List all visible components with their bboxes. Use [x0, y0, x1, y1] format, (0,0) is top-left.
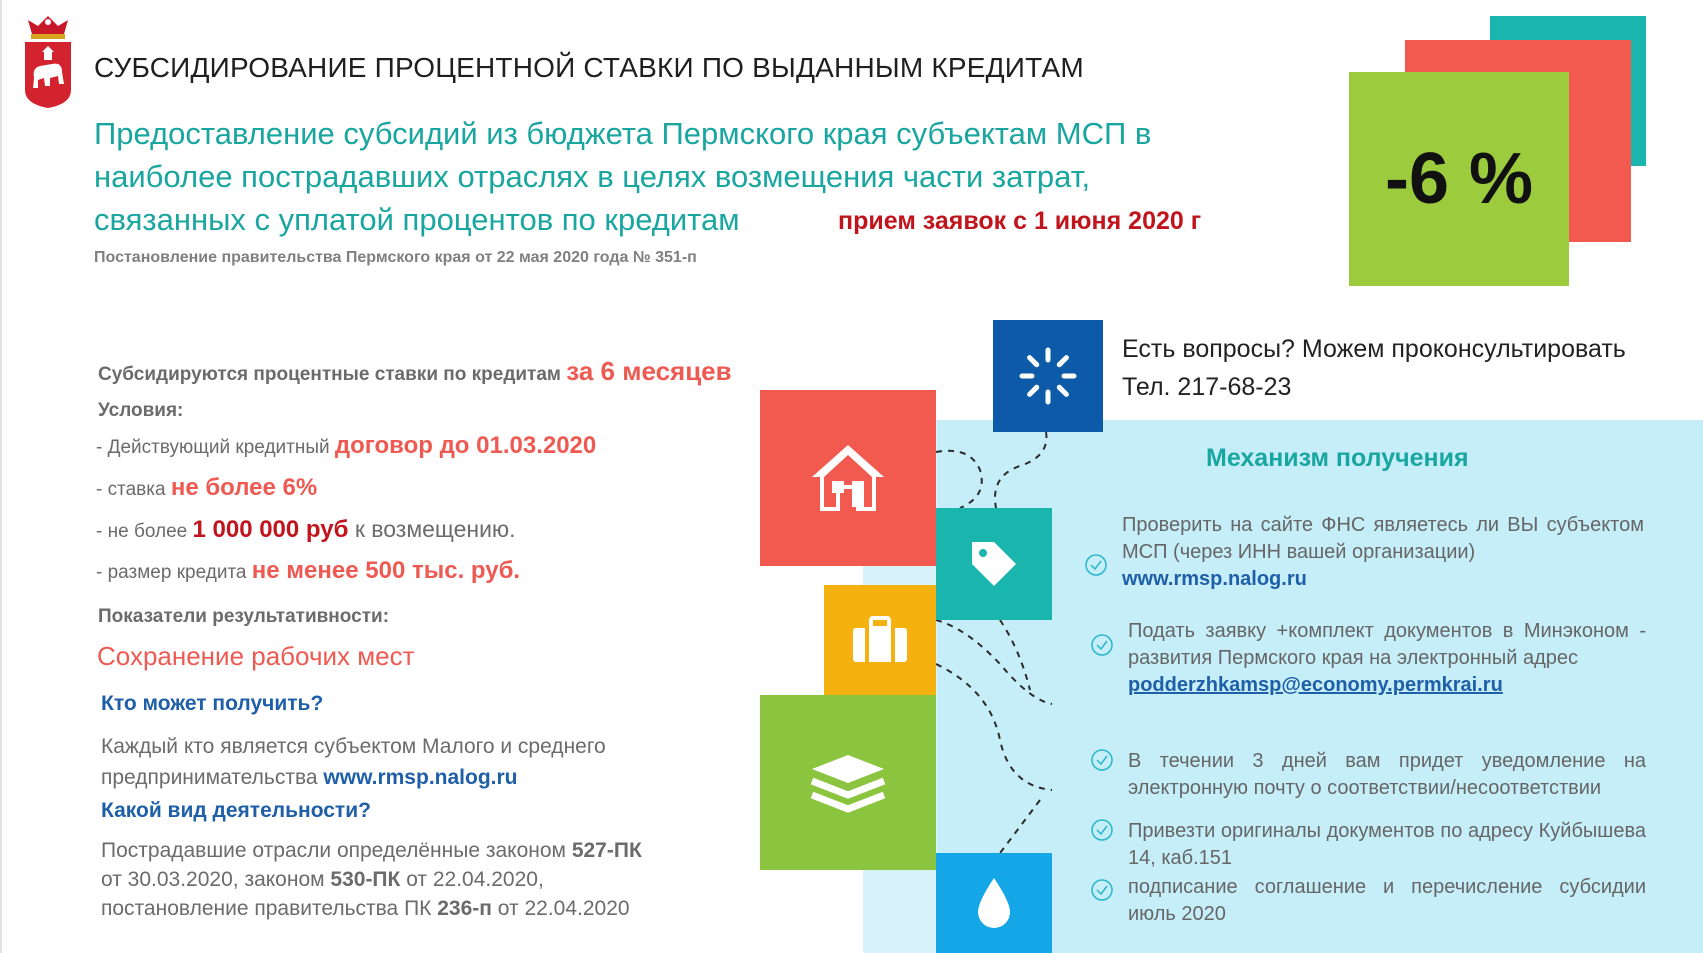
law-number: 236-п	[437, 897, 492, 920]
home-icon	[808, 441, 888, 515]
consultation-info	[1122, 330, 1626, 406]
activity-heading: Какой вид деятельности?	[101, 799, 371, 822]
loading-tile	[993, 320, 1103, 432]
mechanism-step: Привезти оригиналы документов по адресу Куйбышева 14, каб.151	[1128, 820, 1646, 869]
consultation-phone[interactable]: Тел. 217-68-23	[1122, 373, 1292, 401]
home-tile	[760, 390, 936, 566]
condition-value: не менее 500 тыс. руб.	[251, 557, 521, 584]
condition-value: договор до 01.03.2020	[334, 432, 597, 459]
check-icon	[1090, 633, 1114, 657]
condition-item	[96, 557, 520, 585]
condition-value: 1 000 000 руб	[192, 516, 349, 543]
mechanism-step: подписание соглашение и перечисление субсидии июль 2020	[1128, 876, 1646, 925]
law-number: 530-ПК	[330, 868, 401, 891]
condition-item	[96, 474, 317, 502]
tag-tile	[936, 508, 1052, 620]
rmsp-link[interactable]: www.rmsp.nalog.ru	[1122, 568, 1307, 590]
conditions-heading: Условия:	[98, 400, 184, 421]
condition-item	[96, 516, 516, 544]
layers-icon	[810, 751, 886, 815]
activity-text-part: от 22.04.2020,	[400, 868, 544, 891]
rmsp-link[interactable]: www.rmsp.nalog.ru	[323, 766, 518, 789]
indicators-heading: Показатели результативности:	[98, 606, 390, 627]
indicators-value: Сохранение рабочих мест	[97, 641, 415, 671]
mechanism-step	[1122, 512, 1644, 593]
mechanism-step	[1128, 618, 1646, 699]
condition-text: к возмещению.	[348, 516, 516, 542]
law-number: 527-ПК	[571, 839, 642, 862]
condition-value: не более 6%	[170, 474, 318, 501]
subtitle-line: Предоставление субсидий из бюджета Пермского края субъектам МСП в	[94, 116, 1152, 151]
layers-tile	[760, 695, 936, 870]
mechanism-title: Механизм получения	[1206, 444, 1469, 472]
drop-icon	[974, 876, 1014, 930]
who-text-part: предпринимательства	[101, 766, 324, 789]
step-text: Подать заявку +комплект документов в Минэконом - развития Пермского края на электронный адрес	[1128, 620, 1646, 669]
briefcase-icon	[851, 616, 909, 664]
condition-text: - Действующий кредитный	[96, 437, 335, 458]
condition-text: - не более	[96, 521, 193, 542]
condition-item	[96, 432, 596, 460]
activity-text-part: Пострадавшие отрасли определённые законом	[101, 839, 572, 862]
subsidy-period-prefix: Субсидируются процентные ставки по кредитам	[98, 364, 567, 385]
decree-reference: Постановление правительства Пермского края от 22 мая 2020 года № 351-п	[94, 249, 697, 266]
activity-description	[101, 836, 642, 923]
activity-text-part: от 22.04.2020	[491, 897, 630, 920]
check-icon	[1090, 878, 1114, 902]
check-icon	[1090, 818, 1114, 842]
activity-line	[101, 836, 642, 865]
tag-icon	[968, 538, 1020, 590]
subtitle-line: наиболее пострадавших отраслях в целях возмещения части затрат,	[94, 159, 1091, 194]
email-link[interactable]: podderzhkamsp@economy.permkrai.ru	[1128, 674, 1503, 696]
page-title: СУБСИДИРОВАНИЕ ПРОЦЕНТНОЙ СТАВКИ ПО ВЫДАННЫМ КРЕДИТАМ	[94, 52, 1084, 83]
briefcase-tile	[824, 585, 936, 695]
step-text: Проверить на сайте ФНС являетесь ли ВЫ субъектом МСП (через ИНН вашей организации)	[1122, 514, 1644, 563]
application-deadline: прием заявок с 1 июня 2020 г	[838, 207, 1202, 235]
consultation-question: Есть вопросы? Можем проконсультировать	[1122, 335, 1626, 363]
who-line: Каждый кто является субъектом Малого и среднего	[101, 735, 606, 758]
who-line	[101, 762, 606, 793]
subtitle-line: связанных с уплатой процентов по кредитам	[94, 202, 740, 237]
subsidy-period-value: за 6 месяцев	[566, 356, 732, 386]
condition-text: - ставка	[96, 479, 171, 500]
activity-text-part: от 30.03.2020, законом	[101, 868, 331, 891]
who-description	[101, 731, 606, 793]
activity-text-part: постановление правительства ПК	[101, 897, 438, 920]
subsidy-period	[98, 356, 732, 387]
page-edge	[0, 0, 2, 953]
check-icon	[1084, 553, 1108, 577]
loading-icon	[1018, 346, 1078, 406]
drop-tile	[936, 853, 1052, 953]
condition-text: - размер кредита	[96, 562, 252, 583]
coat-of-arms-icon	[22, 12, 74, 110]
who-heading: Кто может получить?	[101, 692, 324, 715]
activity-line	[101, 894, 642, 923]
mechanism-step: В течении 3 дней вам придет уведомление на электронную почту о соответствии/несоответствии	[1128, 750, 1646, 799]
check-icon	[1090, 748, 1114, 772]
activity-line	[101, 865, 642, 894]
discount-badge: -6 %	[1384, 139, 1534, 219]
